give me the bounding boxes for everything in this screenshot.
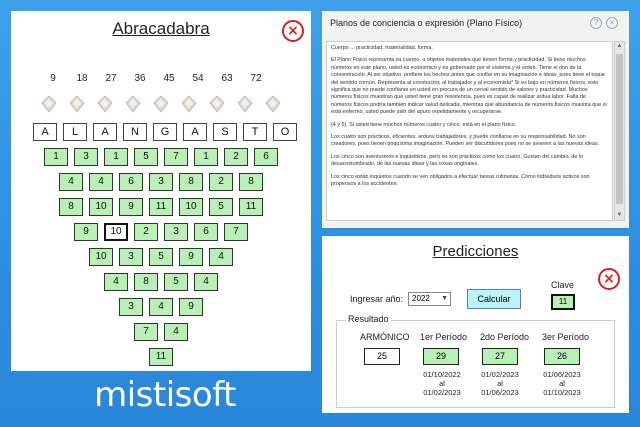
paragraph: Los cinco están inquietos cuando se ven obligados a efectuar tareas rutinarias. Como individuos activos son propensos a los accidentes. — [331, 173, 590, 188]
pyramid-cell: 7 — [134, 323, 158, 341]
mistisoft-logo: mistisoft — [94, 375, 236, 415]
period-3-dates — [532, 370, 592, 397]
letter-cell: L — [63, 123, 87, 141]
pyramid-cell: 4 — [59, 173, 83, 191]
period-3-value: 26 — [544, 348, 580, 365]
pyramid-cell: 1 — [104, 148, 128, 166]
pyramid-cell: 6 — [254, 148, 278, 166]
result-label: Resultado — [348, 314, 389, 324]
scrollbar-thumb[interactable] — [616, 54, 623, 204]
paragraph: Los cinco son aventureros e inquisitivos, pero no son prácticos como los cuatro. Gustan del cambio, de lo desacostumbrado, de las nuevas ideas y las cosas originales. — [331, 153, 583, 168]
letter-cell: A — [33, 123, 57, 141]
pyramid-cell: 9 — [119, 198, 143, 216]
period-1-value: 29 — [423, 348, 459, 365]
letter-cell: S — [213, 123, 237, 141]
pyramid-cell: 10 — [179, 198, 203, 216]
number-label: 9 — [50, 73, 56, 84]
diamond-icon — [69, 95, 85, 113]
letter-row — [11, 123, 311, 143]
pyramid-cell: 2 — [209, 173, 233, 191]
period-2-label: 2do Período — [480, 332, 530, 342]
predicciones-title: Predicciones — [432, 243, 519, 260]
year-value: 2022 — [412, 294, 430, 303]
pyramid-cell: 3 — [74, 148, 98, 166]
period-1-dates — [412, 370, 472, 397]
period-3-label: 3er Período — [542, 332, 590, 342]
period-2-sep: al — [497, 379, 503, 388]
pyramid-cell: 8 — [179, 173, 203, 191]
pyramid-cell: 9 — [179, 298, 203, 316]
pyramid-cell: 7 — [164, 148, 188, 166]
close-icon[interactable]: × — [598, 268, 620, 290]
period-3-from: 01/06/2023 — [543, 370, 581, 379]
pyramid-cell: 7 — [224, 223, 248, 241]
pyramid-cell: 4 — [164, 323, 188, 341]
chevron-down-icon: ▼ — [441, 295, 448, 302]
pyramid-cell: 3 — [119, 248, 143, 266]
diamond-icon — [41, 95, 57, 113]
number-label: 45 — [163, 73, 175, 84]
letter-cell: G — [153, 123, 177, 141]
paragraph: (4 y 5). Si usted tiene muchos números cuatro y cinco, está en el plano físico. — [331, 121, 517, 128]
pyramid-cell: 5 — [164, 273, 188, 291]
period-2-to: 01/06/2023 — [481, 388, 519, 397]
letter-cell: A — [183, 123, 207, 141]
diamond-icon — [97, 95, 113, 113]
number-label: 27 — [105, 73, 117, 84]
vertical-scrollbar[interactable] — [614, 41, 625, 221]
armonico-value: 25 — [364, 348, 400, 365]
period-1-sep: al — [439, 379, 445, 388]
pyramid-cell: 8 — [59, 198, 83, 216]
pyramid-cell: 8 — [239, 173, 263, 191]
pyramid-cell: 1 — [194, 148, 218, 166]
pyramid-cell: 9 — [179, 248, 203, 266]
pyramid-cell: 5 — [149, 248, 173, 266]
pyramid-cell: 5 — [134, 148, 158, 166]
period-1-from: 01/10/2022 — [423, 370, 461, 379]
pyramid-cell: 8 — [134, 273, 158, 291]
pyramid-cell: 3 — [164, 223, 188, 241]
pyramid-cell: 4 — [209, 248, 233, 266]
pyramid-cell: 9 — [74, 223, 98, 241]
pyramid-cell: 6 — [194, 223, 218, 241]
pyramid-cell: 4 — [89, 173, 113, 191]
pyramid-cell: 4 — [194, 273, 218, 291]
pyramid-cell: 2 — [134, 223, 158, 241]
diamond-icon — [125, 95, 141, 113]
scroll-down-icon[interactable]: ▼ — [616, 212, 623, 218]
diamond-icon — [237, 95, 253, 113]
pyramid-cell: 3 — [119, 298, 143, 316]
pyramid-cell: 5 — [209, 198, 233, 216]
close-icon[interactable]: × — [282, 20, 304, 42]
close-icon[interactable]: × — [606, 17, 618, 29]
clave-label: Clave — [551, 280, 575, 290]
scroll-up-icon[interactable]: ▲ — [616, 43, 623, 49]
pyramid-cell: 10 — [89, 198, 113, 216]
period-1-label: 1er Período — [420, 332, 468, 342]
period-3-to: 01/10/2023 — [543, 388, 581, 397]
pyramid-cell: 10 — [104, 223, 128, 241]
diamond-icon — [181, 95, 197, 113]
pyramid-cell: 10 — [89, 248, 113, 266]
paragraph: El Plano Físico representa su cuerpo, u objetos materiales que tienen forma y practicidad. Si tiene muchos números en este plano, usted es económico y es gobernado por el sistema y el orden. Tiene el don de la concentración. Al ser objetivo, prefiere los hechos antes que confiar en su imaginación e ideas, pues tiene el toque del sentido común. Representa al constructor, al trabajador y al economista* Si es bajo en números físicos, esto significa que no puede confiarse en usted en procura de un cerval sentido de valores y practicidad. Muchos números físicos muestran que usted tiene gran resistencia, pues es capaz de realizar ardua labor. Falta de números físicos podría también indicar salud delicada, mientras que abundancia de números físicos muestra que si está enfermo, usted puede salir del apuro repetidamente y recuperarse. — [331, 57, 607, 116]
year-label: Ingresar año: — [350, 294, 404, 304]
number-label: 36 — [134, 73, 146, 84]
period-2-dates — [470, 370, 530, 397]
year-select[interactable] — [408, 292, 451, 306]
pyramid-cell: 4 — [149, 298, 173, 316]
letter-cell: N — [123, 123, 147, 141]
diamond-icon — [265, 95, 281, 113]
armonico-label: ARMÓNICO — [360, 332, 410, 342]
pyramid-cell: 3 — [149, 173, 173, 191]
diamond-icon — [209, 95, 225, 113]
number-row — [11, 73, 311, 89]
number-label: 63 — [221, 73, 233, 84]
pyramid-cell: 11 — [239, 198, 263, 216]
letter-cell: A — [93, 123, 117, 141]
clave-value: 11 — [551, 294, 575, 310]
planos-description-text[interactable] — [326, 41, 613, 221]
pyramid-cell: 11 — [149, 198, 173, 216]
abracadabra-title: Abracadabra — [112, 19, 210, 38]
help-icon[interactable]: ? — [590, 17, 602, 29]
number-label: 54 — [192, 73, 204, 84]
period-3-sep: al — [559, 379, 565, 388]
pyramid-cell: 11 — [149, 348, 173, 366]
paragraph: Los cuatro son prácticos, eficientes, arduos trabajadores, y puede confiarse en su responsabilidad. No son creadores, pues tienen poquísima imaginación. Pueden ser discutidores pues no se avienen a las nuevas ideas. — [331, 134, 600, 148]
pyramid-cell: 2 — [224, 148, 248, 166]
period-2-from: 01/02/2023 — [481, 370, 519, 379]
abracadabra-window — [11, 11, 311, 371]
paragraph: Cuerpo ... practicidad, materialidad, forma. — [331, 45, 433, 51]
period-2-value: 27 — [482, 348, 518, 365]
period-1-to: 01/02/2023 — [423, 388, 461, 397]
planos-window — [322, 11, 629, 228]
pyramid-cell: 6 — [119, 173, 143, 191]
number-label: 72 — [250, 73, 262, 84]
letter-cell: T — [243, 123, 267, 141]
predicciones-window — [322, 236, 629, 413]
pyramid-cell: 1 — [44, 148, 68, 166]
number-label: 18 — [76, 73, 88, 84]
calcular-button[interactable]: Calcular — [467, 289, 521, 309]
letter-cell: O — [273, 123, 297, 141]
gem-row — [11, 95, 311, 117]
pyramid-cell: 4 — [104, 273, 128, 291]
planos-title: Planos de conciencia o expresión (Plano Físico) — [330, 18, 523, 28]
diamond-icon — [153, 95, 169, 113]
